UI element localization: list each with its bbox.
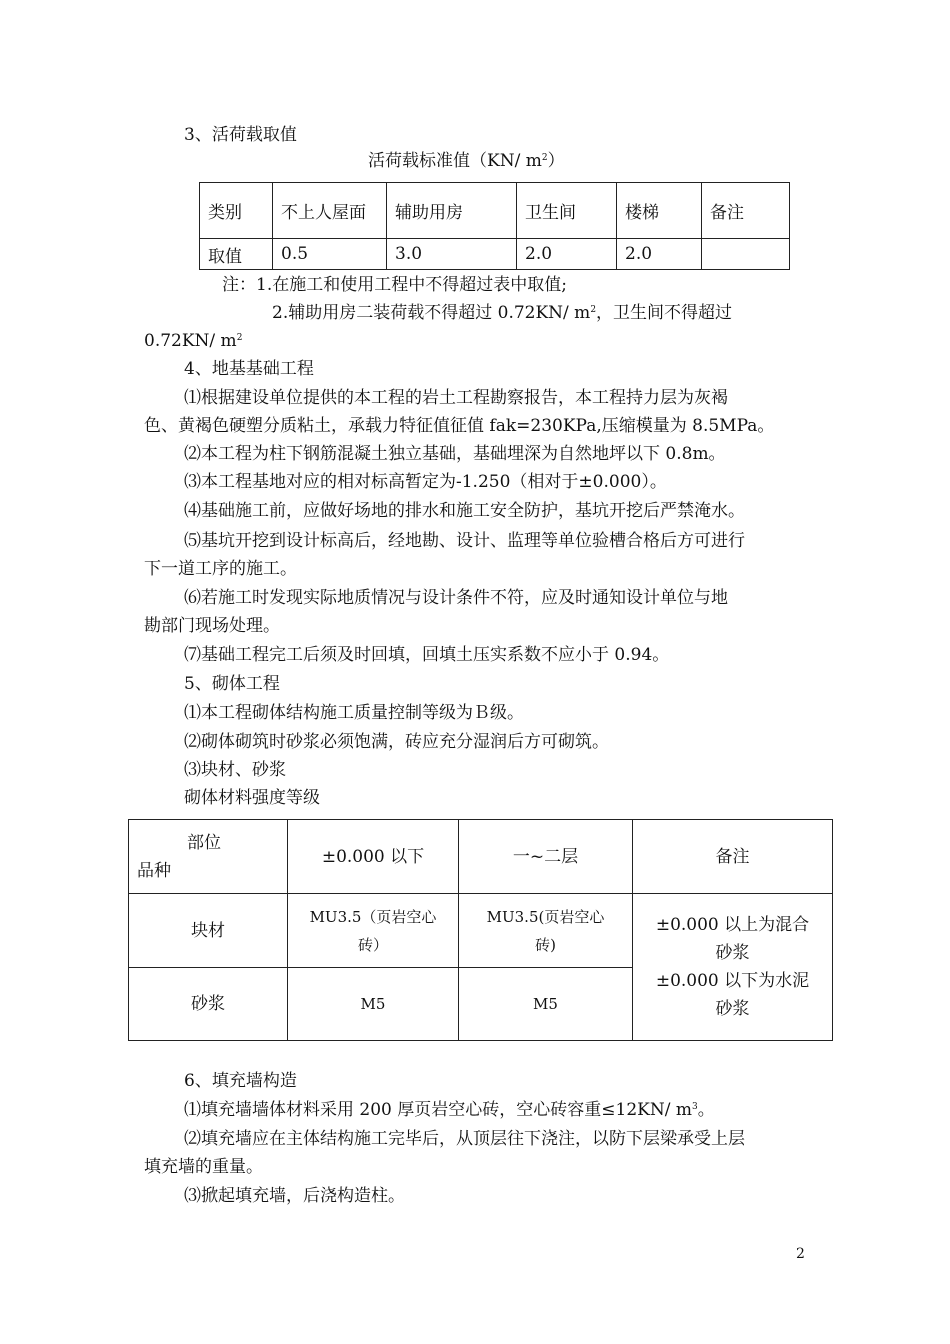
section-5-heading: 5、砌体工程 bbox=[184, 674, 280, 694]
infill-para-3: ⑶掀起填充墙，后浇构造柱。 bbox=[184, 1186, 405, 1206]
table-cell bbox=[702, 239, 790, 270]
foundation-para-2: ⑵本工程为柱下钢筋混凝土独立基础，基础埋深为自然地坪以下 0.8m。 bbox=[184, 444, 726, 464]
masonry-table-title: 砌体材料强度等级 bbox=[184, 788, 320, 808]
corner-top-label: 部位 bbox=[187, 832, 221, 853]
table-header-cell: 楼梯 bbox=[617, 183, 702, 239]
load-note-3: 0.72KN/ $m^2$ bbox=[144, 331, 243, 351]
section-6-heading: 6、填充墙构造 bbox=[184, 1071, 297, 1091]
infill-para-2a: ⑵填充墙应在主体结构施工完毕后，从顶层往下浇注，以防下层梁承受上层 bbox=[184, 1129, 745, 1149]
table-cell: 2.0 bbox=[517, 239, 617, 270]
infill-para-1: ⑴填充墙墙体材料采用 200 厚页岩空心砖，空心砖容重≤12KN/ $m^3$。 bbox=[184, 1100, 715, 1120]
table-header-cell: 备注 bbox=[702, 183, 790, 239]
table-header-cell: 一~二层 bbox=[459, 820, 633, 894]
table-header-cell: 类别 bbox=[200, 183, 273, 239]
load-note-2: 2.辅助用房二装荷载不得超过 0.72KN/ $m^2$，卫生间不得超过 bbox=[272, 303, 733, 323]
corner-bottom-label: 品种 bbox=[137, 860, 171, 881]
masonry-para-3: ⑶块材、砂浆 bbox=[184, 760, 286, 780]
foundation-para-5b: 下一道工序的施工。 bbox=[144, 559, 297, 579]
foundation-para-7: ⑺基础工程完工后须及时回填，回填土压实系数不应小于 0.94。 bbox=[184, 645, 670, 665]
remark-cell: ±0.000 以上为混合 砂浆 ±0.000 以下为水泥 砂浆 bbox=[633, 894, 833, 1041]
table-header-cell: 不上人屋面 bbox=[273, 183, 387, 239]
load-note-1: 注：1.在施工和使用工程中不得超过表中取值; bbox=[222, 275, 567, 295]
table-cell: 取值 bbox=[200, 239, 273, 270]
table-cell: MU3.5(页岩空心 砖) bbox=[459, 894, 633, 968]
table-header-cell: 卫生间 bbox=[517, 183, 617, 239]
load-table-title: 活荷载标准值（KN/ $m^2$） bbox=[368, 151, 565, 171]
table-row bbox=[129, 820, 833, 894]
table-cell: 2.0 bbox=[617, 239, 702, 270]
table-cell: M5 bbox=[288, 968, 459, 1041]
section-3-heading: 3、活荷载取值 bbox=[184, 125, 297, 145]
table-header-cell: 辅助用房 bbox=[387, 183, 517, 239]
foundation-para-4: ⑷基础施工前，应做好场地的排水和施工安全防护，基坑开挖后严禁淹水。 bbox=[184, 501, 745, 521]
foundation-para-6b: 勘部门现场处理。 bbox=[144, 616, 280, 636]
foundation-para-1a: ⑴根据建设单位提供的本工程的岩土工程勘察报告，本工程持力层为灰褐 bbox=[184, 388, 728, 408]
section-4-heading: 4、地基基础工程 bbox=[184, 359, 314, 379]
foundation-para-1b: 色、黄褐色硬塑分质粘土，承载力特征值征值 fak=230KPa,压缩模量为 8.5MPa。 bbox=[144, 416, 775, 436]
corner-header-cell bbox=[129, 820, 288, 894]
row-label-cell: 块材 bbox=[129, 894, 288, 968]
foundation-para-6a: ⑹若施工时发现实际地质情况与设计条件不符，应及时通知设计单位与地 bbox=[184, 588, 728, 608]
table-row bbox=[200, 183, 790, 239]
table-cell: 3.0 bbox=[387, 239, 517, 270]
foundation-para-3: ⑶本工程基地对应的相对标高暂定为-1.250（相对于±0.000）。 bbox=[184, 472, 667, 492]
table-cell: M5 bbox=[459, 968, 633, 1041]
table-header-cell: ±0.000 以下 bbox=[288, 820, 459, 894]
row-label-cell: 砂浆 bbox=[129, 968, 288, 1041]
masonry-strength-table bbox=[128, 819, 833, 1041]
page-number: 2 bbox=[796, 1246, 805, 1262]
live-load-table bbox=[199, 182, 790, 270]
masonry-para-2: ⑵砌体砌筑时砂浆必须饱满，砖应充分湿润后方可砌筑。 bbox=[184, 732, 609, 752]
table-cell: 0.5 bbox=[273, 239, 387, 270]
table-row bbox=[200, 239, 790, 270]
table-header-cell: 备注 bbox=[633, 820, 833, 894]
foundation-para-5a: ⑸基坑开挖到设计标高后，经地勘、设计、监理等单位验槽合格后方可进行 bbox=[184, 531, 745, 551]
infill-para-2b: 填充墙的重量。 bbox=[144, 1157, 263, 1177]
table-cell: MU3.5（页岩空心 砖） bbox=[288, 894, 459, 968]
masonry-para-1: ⑴本工程砌体结构施工质量控制等级为Ｂ级。 bbox=[184, 703, 524, 723]
table-row bbox=[129, 894, 833, 968]
